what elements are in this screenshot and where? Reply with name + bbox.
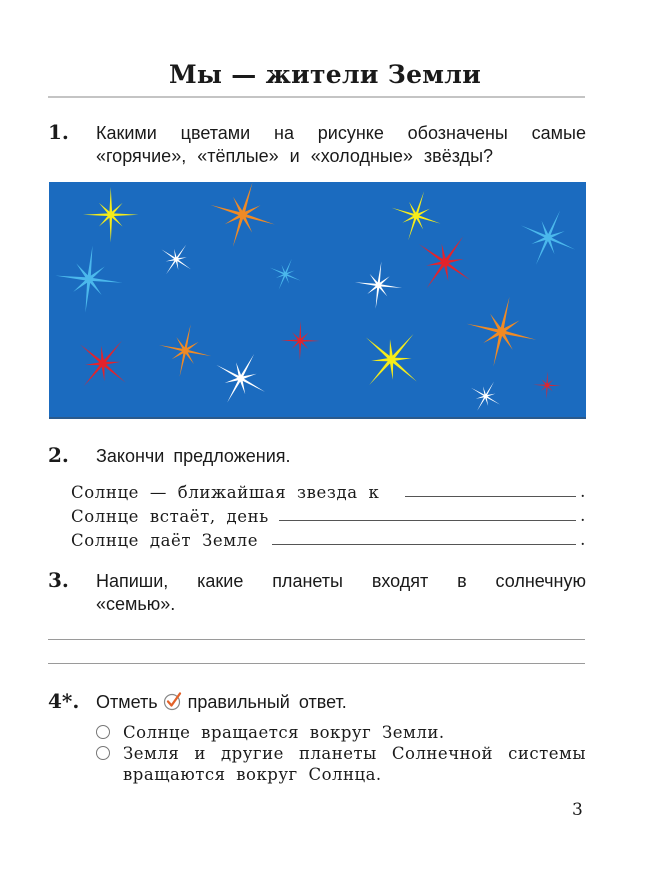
sentence-1	[71, 478, 586, 502]
option-2[interactable]	[96, 743, 586, 785]
star-yellow	[366, 334, 417, 385]
task-1-text	[96, 122, 586, 168]
task-4-text	[96, 691, 586, 714]
star-white	[471, 382, 500, 411]
page-title: Мы — жители Земли	[168, 60, 482, 89]
star-orange	[159, 324, 211, 376]
option-1-radio[interactable]	[96, 725, 110, 739]
star-white	[161, 245, 191, 275]
answer-line-2[interactable]	[48, 663, 585, 664]
task-3-text-line-1: Напиши, какие планеты входят в солнечную	[96, 571, 586, 591]
task-2-text: Закончи предложения.	[96, 446, 291, 466]
task-2-number: 2.	[48, 443, 69, 467]
task-4-text-after: правильный ответ.	[187, 692, 347, 712]
sentence-3	[71, 526, 586, 550]
star-orange	[467, 297, 537, 367]
sentence-3-text: Солнце даёт Земле	[71, 531, 259, 550]
answer-line-1[interactable]	[48, 639, 585, 640]
star-red	[280, 321, 320, 361]
sentence-2-period: .	[580, 506, 586, 525]
star-light_blue	[55, 246, 122, 313]
sentence-2-blank[interactable]	[279, 520, 576, 521]
sentence-2-text: Солнце встаёт, день	[71, 507, 269, 526]
option-2-text	[123, 743, 586, 785]
star-yellow	[392, 191, 441, 240]
star-orange	[210, 182, 274, 246]
checkmark-in-circle-icon	[163, 691, 183, 711]
stars-illustration	[49, 182, 586, 417]
option-2-text-line-1: Земля и другие планеты Солнечной системы	[123, 744, 586, 763]
option-1[interactable]	[96, 722, 586, 743]
task-1-number: 1.	[48, 120, 69, 144]
option-2-text-line-2: вращаются вокруг Солнца.	[123, 765, 382, 784]
star-light_blue	[521, 210, 575, 264]
task-3-text-line-2: «семью».	[96, 594, 176, 614]
sentence-3-blank[interactable]	[272, 544, 576, 545]
task-3-text	[96, 570, 586, 616]
option-2-radio[interactable]	[96, 746, 110, 760]
star-light_blue	[270, 259, 301, 290]
sentence-1-period: .	[580, 482, 586, 501]
star-yellow	[83, 187, 139, 243]
sentence-1-blank[interactable]	[405, 496, 576, 497]
task-4-text-before: Отметь	[96, 692, 158, 712]
task-1-text-line-1: Какими цветами на рисунке обозначены самые	[96, 123, 586, 143]
star-red	[533, 371, 561, 399]
star-red	[80, 341, 126, 387]
star-red	[419, 236, 471, 288]
stars-image	[49, 182, 586, 419]
star-white	[355, 262, 402, 309]
task-1-text-line-2: «горячие», «тёплые» и «холодные» звёзды?	[96, 146, 494, 166]
page-number: 3	[572, 800, 583, 820]
star-white	[216, 354, 265, 403]
sentence-1-text: Солнце — ближайшая звезда к	[71, 483, 380, 502]
task-3-number: 3.	[48, 568, 69, 592]
option-1-text: Солнце вращается вокруг Земли.	[123, 723, 445, 742]
sentence-2	[71, 502, 586, 526]
task-4-number: 4*.	[48, 689, 80, 713]
title-divider	[48, 96, 585, 98]
sentence-3-period: .	[580, 530, 586, 549]
